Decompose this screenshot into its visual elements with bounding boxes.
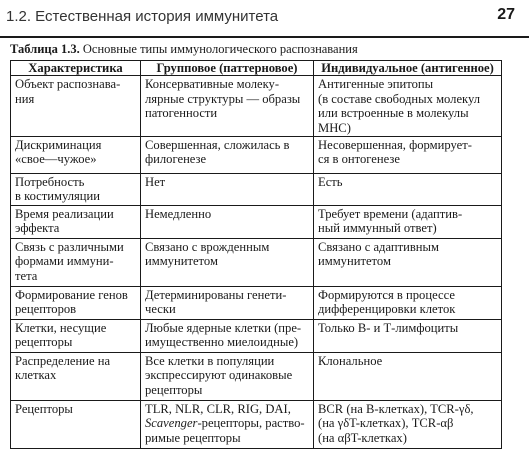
cell-individual: Требует времени (адаптив- ный иммунный ответ) (314, 206, 502, 239)
receptor-list: TLR, NLR, CLR, RIG, DAI, (145, 402, 291, 417)
cell-individual: BCR (на B-клетках), TCR-γδ, (на γδT-клетках), TCR-αβ (на αβT-клетках) (314, 401, 502, 449)
table-row (11, 206, 502, 239)
table-row (11, 174, 502, 206)
cell-feature: Клетки, несущие рецепторы (11, 320, 141, 353)
cell-group: Детерминированы генети- чески (141, 287, 314, 320)
cell-feature: Формирование генов рецепторов (11, 287, 141, 320)
cell-group: Все клетки в популяции экспрессируют одинаковые рецепторы (141, 353, 314, 401)
cell-feature: Связь с различными формами иммуни- тета (11, 239, 141, 287)
column-header-feature: Характеристика (11, 61, 141, 76)
cell-feature: Распределение на клетках (11, 353, 141, 401)
cell-feature: Дискриминация «свое—чужое» (11, 137, 141, 174)
cell-individual: Несовершенная, формирует- ся в онтогенезе (314, 137, 502, 174)
table-row (11, 239, 502, 287)
table-row (11, 76, 502, 137)
cell-individual: Есть (314, 174, 502, 206)
cell-group: Совершенная, сложилась в филогенезе (141, 137, 314, 174)
column-header-individual: Индивидуальное (антигенное) (314, 61, 502, 76)
cell-feature: Объект распознава- ния (11, 76, 141, 137)
table-caption-text: Основные типы иммунологического распознавания (79, 42, 358, 56)
cell-group: Консервативные молеку- лярные структуры — образы патогенности (141, 76, 314, 137)
table-caption-label: Таблица 1.3. (10, 42, 80, 56)
receptor-list-rest: -рецепторы, раство- римые рецепторы (145, 416, 305, 445)
cell-individual: Клональное (314, 353, 502, 401)
table-row (11, 320, 502, 353)
section-title: 1.2. Естественная история иммунитета (6, 8, 279, 25)
cell-group: Любые ядерные клетки (пре- имущественно миелоидные) (141, 320, 314, 353)
table-row (11, 353, 502, 401)
cell-individual: Формируются в процессе дифференцировки клеток (314, 287, 502, 320)
table-row (11, 401, 502, 449)
cell-individual: Только В- и Т-лимфоциты (314, 320, 502, 353)
cell-group: Нет (141, 174, 314, 206)
column-header-group: Групповое (паттерновое) (141, 61, 314, 76)
cell-feature: Время реализации эффекта (11, 206, 141, 239)
cell-group: Немедленно (141, 206, 314, 239)
table-caption (10, 42, 358, 57)
cell-group: Связано с врожденным иммунитетом (141, 239, 314, 287)
cell-individual: Антигенные эпитопы (в составе свободных молекул или встроенные в молекулы MHC) (314, 76, 502, 137)
cell-feature: Потребность в костимуляции (11, 174, 141, 206)
cell-individual: Связано с адаптивным иммунитетом (314, 239, 502, 287)
table-row (11, 287, 502, 320)
scavenger-term: Scavenger (145, 416, 198, 431)
running-header (0, 0, 529, 38)
table-header-row (11, 61, 502, 76)
cell-group (141, 401, 314, 449)
table-row (11, 137, 502, 174)
recognition-types-table (10, 60, 502, 449)
page-number: 27 (497, 6, 515, 23)
cell-feature: Рецепторы (11, 401, 141, 449)
